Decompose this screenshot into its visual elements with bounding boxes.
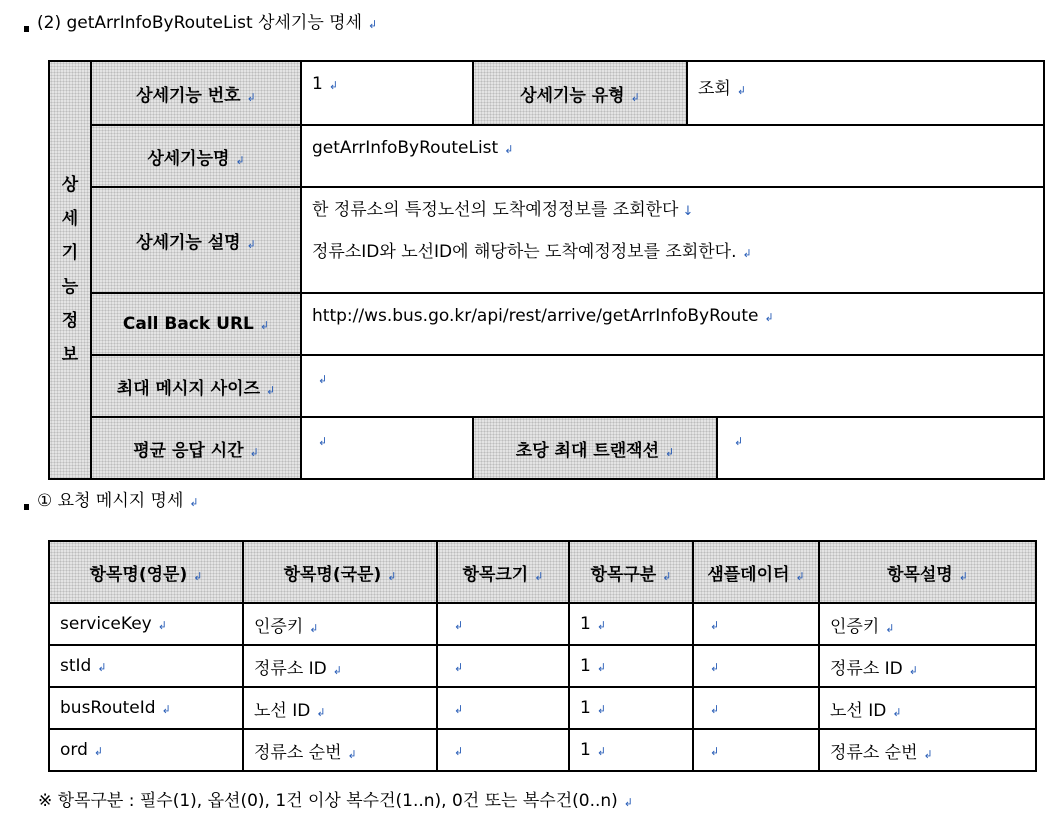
- cell-text: 정류소 순번: [830, 742, 918, 763]
- table-cell: [693, 603, 819, 645]
- cell-text: 정류소 ID: [830, 658, 903, 679]
- paragraph-mark-icon: ↲: [923, 747, 933, 761]
- paragraph-mark-icon: ↲: [596, 745, 607, 758]
- table-cell: [693, 645, 819, 687]
- column-header: [243, 541, 437, 603]
- paragraph-mark-icon: ↲: [710, 661, 720, 674]
- table-cell: [819, 603, 1036, 645]
- paragraph-mark-icon: ↲: [454, 745, 464, 758]
- table-cell: [819, 645, 1036, 687]
- footnote: ※ 항목구분 : 필수(1), 옵션(0), 1건 이상 복수건(1..n), 0건 또는 복수건(0..n): [38, 791, 618, 811]
- func-name-label: 상세기능명: [147, 148, 230, 169]
- request-message-table: [48, 540, 1037, 772]
- table-cell: [819, 687, 1036, 729]
- cell-text: 정류소 ID: [254, 658, 327, 679]
- paragraph-mark-icon: ↲: [742, 247, 752, 260]
- paragraph-mark-icon: ↲: [97, 661, 107, 674]
- paragraph-mark-icon: ↲: [328, 79, 339, 92]
- column-header-label: 항목설명: [887, 564, 953, 585]
- paragraph-mark-icon: ↲: [623, 796, 633, 809]
- table-row: [49, 729, 1036, 771]
- side-char: 기: [61, 243, 79, 263]
- cell-text: 노선 ID: [830, 700, 887, 721]
- cell-text: ord: [60, 740, 88, 760]
- paragraph-mark-icon: ↲: [795, 569, 805, 583]
- paragraph-mark-icon: ↲: [157, 619, 167, 632]
- avg-resp-label: 평균 응답 시간: [133, 440, 244, 461]
- paragraph-mark-icon: ↲: [316, 705, 326, 719]
- cell-text: 인증키: [830, 616, 880, 637]
- callback-label-cell: [91, 293, 301, 355]
- paragraph-mark-icon: ↲: [908, 663, 918, 677]
- paragraph-mark-icon: ↲: [249, 445, 259, 459]
- paragraph-mark-icon: ↲: [736, 84, 747, 97]
- bullet-icon: [24, 504, 29, 510]
- table-cell: [437, 687, 569, 729]
- paragraph-mark-icon: ↲: [93, 745, 104, 758]
- func-type-label: 상세기능 유형: [520, 85, 625, 106]
- callback-label: Call Back URL: [122, 314, 254, 334]
- table-cell: [569, 687, 693, 729]
- side-char: 능: [61, 277, 79, 297]
- cell-text: busRouteId: [60, 698, 156, 718]
- column-header-label: 항목크기: [462, 564, 529, 585]
- func-type-value: 조회: [698, 79, 731, 99]
- paragraph-mark-icon: ↲: [235, 153, 245, 167]
- paragraph-mark-icon: ↲: [454, 703, 464, 716]
- paragraph-mark-icon: ↲: [885, 621, 895, 635]
- paragraph-mark-icon: ↲: [764, 311, 774, 324]
- table-cell: [819, 729, 1036, 771]
- func-no-value-cell: [301, 61, 473, 125]
- callback-value-cell: [301, 293, 1044, 355]
- max-size-label: 최대 메시지 사이즈: [116, 378, 260, 399]
- column-header-label: 항목명(영문): [89, 564, 188, 585]
- callback-url: http://ws.bus.go.kr/api/rest/arrive/getArrInfoByRoute: [312, 306, 759, 326]
- cell-text: stId: [60, 656, 92, 676]
- side-char: 정: [61, 311, 79, 331]
- paragraph-mark-icon: ↲: [630, 90, 640, 104]
- table-cell: [693, 687, 819, 729]
- paragraph-mark-icon: ↲: [534, 569, 544, 583]
- table-cell: [243, 645, 437, 687]
- func-desc-label-cell: [91, 187, 301, 293]
- cell-text: 1: [580, 698, 591, 718]
- paragraph-mark-icon: ↲: [368, 18, 378, 31]
- paragraph-mark-icon: ↲: [347, 747, 357, 761]
- table-cell: [243, 729, 437, 771]
- cell-text: serviceKey: [60, 614, 152, 634]
- paragraph-mark-icon: ↲: [596, 619, 607, 632]
- paragraph-mark-icon: ↲: [596, 661, 607, 674]
- cell-text: 1: [580, 614, 591, 634]
- table-cell: [437, 729, 569, 771]
- cell-text: 정류소 순번: [254, 742, 342, 763]
- side-label: [49, 61, 91, 479]
- paragraph-mark-icon: ↲: [161, 703, 171, 716]
- table-cell: [569, 729, 693, 771]
- paragraph-mark-icon: ↲: [309, 621, 319, 635]
- func-type-label-cell: [473, 61, 687, 125]
- table-cell: [569, 603, 693, 645]
- side-char: 보: [61, 345, 79, 365]
- bullet-icon: [24, 26, 29, 32]
- paragraph-mark-icon: ↲: [246, 90, 256, 104]
- paragraph-mark-icon: ↲: [504, 143, 514, 156]
- table-cell: [243, 687, 437, 729]
- column-header-label: 샘플데이터: [707, 564, 790, 585]
- column-header: [569, 541, 693, 603]
- paragraph-mark-icon: ↲: [332, 663, 342, 677]
- cell-text: 인증키: [254, 616, 304, 637]
- function-info-table: [48, 60, 1045, 480]
- paragraph-mark-icon: ↲: [710, 703, 720, 716]
- column-header: [819, 541, 1036, 603]
- request-title: ① 요청 메시지 명세: [37, 491, 184, 511]
- func-name-value-cell: [301, 125, 1044, 187]
- column-header-label: 항목구분: [590, 564, 657, 585]
- paragraph-mark-icon: ↲: [318, 435, 328, 448]
- table-cell: [49, 603, 243, 645]
- paragraph-mark-icon: ↲: [189, 496, 199, 509]
- side-char: 세: [61, 209, 79, 229]
- section-title-block: [24, 12, 377, 36]
- func-desc-line1: 한 정류소의 특정노선의 도착예정정보를 조회한다: [312, 200, 679, 220]
- paragraph-mark-icon: ↲: [259, 319, 270, 332]
- func-type-value-cell: [687, 61, 1044, 125]
- side-char: 상: [61, 175, 79, 195]
- table-row: [49, 603, 1036, 645]
- table-header-row: [49, 541, 1036, 603]
- paragraph-mark-icon: ↲: [892, 705, 902, 719]
- paragraph-mark-icon: ↲: [266, 383, 276, 397]
- func-desc-label: 상세기능 설명: [136, 232, 241, 253]
- paragraph-mark-icon: ↲: [596, 703, 607, 716]
- func-name-value: getArrInfoByRouteList: [312, 138, 499, 158]
- func-no-label: 상세기능 번호: [136, 85, 241, 106]
- table-cell: [693, 729, 819, 771]
- paragraph-mark-icon: ↲: [734, 435, 744, 448]
- request-title-block: [24, 490, 199, 514]
- table-cell: [49, 729, 243, 771]
- paragraph-mark-icon: ↲: [387, 569, 397, 583]
- table-cell: [49, 687, 243, 729]
- paragraph-mark-icon: ↲: [662, 569, 672, 583]
- func-desc-line2: 정류소ID와 노선ID에 해당하는 도착예정정보를 조회한다.: [312, 242, 737, 262]
- table-cell: [243, 603, 437, 645]
- max-size-label-cell: [91, 355, 301, 417]
- table-cell: [437, 645, 569, 687]
- func-name-label-cell: [91, 125, 301, 187]
- func-no-label-cell: [91, 61, 301, 125]
- table-row: [49, 687, 1036, 729]
- paragraph-mark-icon: ↲: [318, 373, 328, 386]
- cell-text: 1: [580, 740, 591, 760]
- table-cell: [437, 603, 569, 645]
- paragraph-mark-icon: ↲: [454, 661, 464, 674]
- column-header: [49, 541, 243, 603]
- line-break-icon: ↓: [682, 204, 694, 219]
- cell-text: 노선 ID: [254, 700, 311, 721]
- paragraph-mark-icon: ↲: [958, 569, 968, 583]
- column-header-label: 항목명(국문): [283, 564, 382, 585]
- table-cell: [49, 645, 243, 687]
- paragraph-mark-icon: ↲: [710, 619, 720, 632]
- paragraph-mark-icon: ↲: [710, 745, 720, 758]
- func-no-value: 1: [312, 74, 323, 94]
- paragraph-mark-icon: ↲: [246, 237, 256, 251]
- tps-value-cell: [717, 417, 1044, 479]
- func-desc-value-cell: [301, 187, 1044, 293]
- avg-resp-label-cell: [91, 417, 301, 479]
- tps-label-cell: [473, 417, 717, 479]
- tps-label: 초당 최대 트랜잭션: [515, 440, 659, 461]
- column-header: [693, 541, 819, 603]
- section-title: (2) getArrInfoByRouteList 상세기능 명세: [37, 13, 363, 33]
- table-row: [49, 645, 1036, 687]
- table-cell: [569, 645, 693, 687]
- paragraph-mark-icon: ↲: [665, 445, 675, 459]
- footnote-block: [38, 786, 633, 811]
- paragraph-mark-icon: ↲: [193, 569, 203, 583]
- avg-resp-value-cell: [301, 417, 473, 479]
- column-header: [437, 541, 569, 603]
- cell-text: 1: [580, 656, 591, 676]
- max-size-value-cell: [301, 355, 1044, 417]
- paragraph-mark-icon: ↲: [454, 619, 464, 632]
